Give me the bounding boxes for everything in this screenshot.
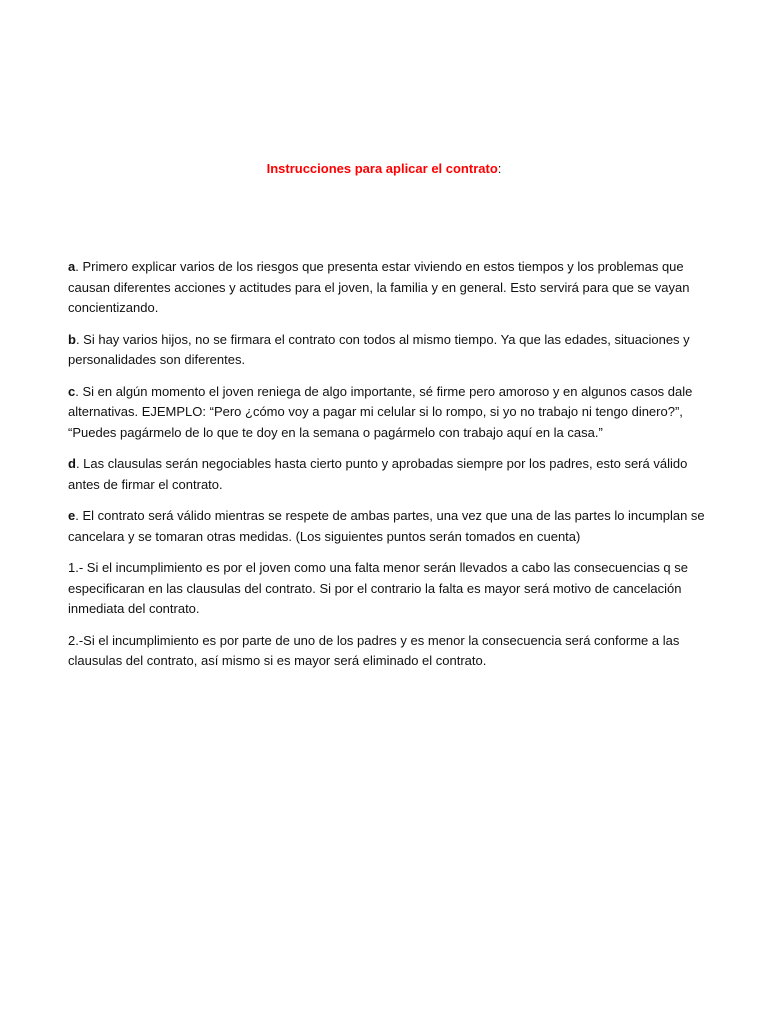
paragraph-point-1 [68, 558, 708, 620]
paragraph-text: . Si en algún momento el joven reniega de algo importante, sé firme pero amoroso y en algunos casos dale alternativas. EJEMPLO: “Pero ¿cómo voy a pagar mi celular si lo rompo, si yo no trabajo ni tengo dinero?”, “Puedes pagármelo de lo que te doy en la semana o pagármelo con trabajo aquí en la casa.” [68, 383, 693, 440]
paragraph-marker: a [68, 259, 76, 274]
paragraph-marker: b [68, 331, 76, 347]
paragraph-c [68, 382, 708, 444]
paragraph-marker: d [68, 456, 76, 471]
paragraph-marker: c [68, 383, 76, 399]
document-body [68, 257, 708, 683]
paragraph-marker: e [68, 508, 76, 523]
paragraph-text: . Primero explicar varios de los riesgos que presenta estar viviendo en estos tiempos y los problemas que causan diferentes acciones y actitudes para el joven, la familia y en general. Esto servirá para que se vayan concientizando. [68, 259, 690, 315]
paragraph-d [68, 454, 708, 495]
paragraph-text: . El contrato será válido mientras se respete de ambas partes, una vez que una de las partes lo incumplan se cancelara y se tomaran otras medidas. (Los siguientes puntos serán tomados en cuenta) [68, 508, 705, 544]
paragraph-text: . Si hay varios hijos, no se firmara el contrato con todos al mismo tiempo. Ya que las edades, situaciones y personalidades son diferentes. [68, 331, 690, 367]
paragraph-a [68, 257, 708, 319]
paragraph-text: 1.- Si el incumplimiento es por el joven como una falta menor serán llevados a cabo las consecuencias q se especificaran en las clausulas del contrato. Si por el contrario la falta es mayor será motivo de cancelación inmediata del contrato. [68, 560, 689, 616]
document-title-text: Instrucciones para aplicar el contrato [266, 161, 498, 176]
document-title [0, 160, 768, 178]
document-title-colon: : [497, 161, 502, 176]
paragraph-b [68, 330, 708, 371]
paragraph-e [68, 506, 708, 547]
paragraph-point-2 [68, 631, 708, 672]
paragraph-text: 2.-Si el incumplimiento es por parte de uno de los padres y es menor la consecuencia será conforme a las clausulas del contrato, así mismo si es mayor será eliminado el contrato. [68, 632, 680, 668]
paragraph-text: . Las clausulas serán negociables hasta cierto punto y aprobadas siempre por los padres, esto será válido antes de firmar el contrato. [68, 456, 688, 492]
